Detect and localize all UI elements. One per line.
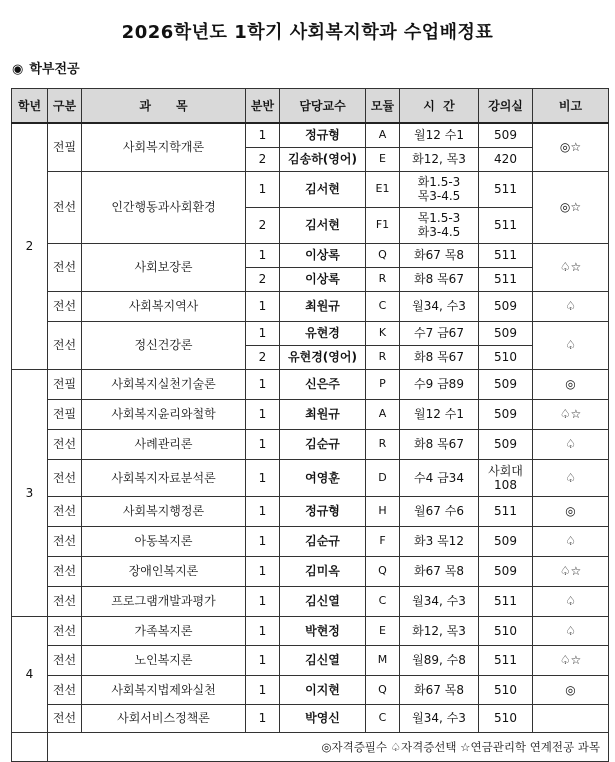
- note-cell: ♤: [533, 586, 609, 616]
- radio-mark-icon: ◉: [12, 62, 24, 77]
- note-cell: ♤: [533, 526, 609, 556]
- header-room: 강의실: [479, 89, 533, 124]
- course-name-cell: 아동복지론: [82, 526, 246, 556]
- time-cell: 수9 금89: [400, 369, 479, 399]
- professor-cell: 김신열: [280, 645, 366, 675]
- module-cell: M: [366, 645, 400, 675]
- room-cell: 511: [479, 645, 533, 675]
- course-type-cell: 전선: [48, 645, 82, 675]
- table-row: [12, 586, 609, 616]
- module-cell: D: [366, 459, 400, 496]
- room-cell: 509: [479, 556, 533, 586]
- module-cell: A: [366, 123, 400, 147]
- room-cell: 509: [479, 526, 533, 556]
- table-row: [12, 399, 609, 429]
- time-cell: 월12 수1: [400, 123, 479, 147]
- module-cell: R: [366, 429, 400, 459]
- header-time: 시 간: [400, 89, 479, 124]
- course-name-cell: 사회복지행정론: [82, 496, 246, 526]
- room-cell: 511: [479, 207, 533, 243]
- module-cell: C: [366, 704, 400, 732]
- module-cell: C: [366, 586, 400, 616]
- section-cell: 1: [246, 496, 280, 526]
- module-cell: P: [366, 369, 400, 399]
- table-row: [12, 429, 609, 459]
- course-name-cell: 사회서비스정책론: [82, 704, 246, 732]
- note-cell: ♤: [533, 429, 609, 459]
- section-cell: 2: [246, 345, 280, 369]
- room-cell: 511: [479, 586, 533, 616]
- table-row: [12, 496, 609, 526]
- note-cell: ♤: [533, 291, 609, 321]
- professor-cell: 김송하(영어): [280, 147, 366, 171]
- header-year: 학년: [12, 89, 48, 124]
- course-type-cell: 전선: [48, 321, 82, 369]
- table-row: [12, 645, 609, 675]
- note-cell: ♤☆: [533, 243, 609, 291]
- note-cell: ♤: [533, 616, 609, 645]
- course-type-cell: 전선: [48, 459, 82, 496]
- note-cell: ♤: [533, 459, 609, 496]
- module-cell: E: [366, 616, 400, 645]
- module-cell: Q: [366, 675, 400, 704]
- room-cell: 510: [479, 704, 533, 732]
- table-row: [12, 291, 609, 321]
- table-row: [12, 243, 609, 267]
- time-cell: 목1.5-3 화3-4.5: [400, 207, 479, 243]
- time-cell: 화12, 목3: [400, 147, 479, 171]
- year-cell: 4: [12, 616, 48, 732]
- section-cell: 1: [246, 645, 280, 675]
- course-type-cell: 전선: [48, 171, 82, 243]
- professor-cell: 유현경(영어): [280, 345, 366, 369]
- room-cell: 420: [479, 147, 533, 171]
- professor-cell: 김서현: [280, 207, 366, 243]
- course-type-cell: 전선: [48, 496, 82, 526]
- module-cell: E1: [366, 171, 400, 207]
- page-title: 2026학년도 1학기 사회복지학과 수업배정표: [121, 22, 494, 43]
- header-note: 비고: [533, 89, 609, 124]
- course-name-cell: 사회복지법제와실천: [82, 675, 246, 704]
- module-cell: F1: [366, 207, 400, 243]
- legend-text: ◎자격증필수 ♤자격증선택 ☆연금관리학 연계전공 과목: [48, 732, 609, 761]
- module-cell: C: [366, 291, 400, 321]
- section-cell: 1: [246, 675, 280, 704]
- section-cell: 1: [246, 459, 280, 496]
- section-label: 학부전공: [29, 62, 80, 77]
- time-cell: 수7 금67: [400, 321, 479, 345]
- course-name-cell: 사례관리론: [82, 429, 246, 459]
- table-row: [12, 123, 609, 147]
- section-cell: 1: [246, 704, 280, 732]
- room-cell: 510: [479, 345, 533, 369]
- course-name-cell: 가족복지론: [82, 616, 246, 645]
- time-cell: 화67 목8: [400, 675, 479, 704]
- course-type-cell: 전선: [48, 556, 82, 586]
- module-cell: E: [366, 147, 400, 171]
- note-cell: ◎☆: [533, 171, 609, 243]
- professor-cell: 박현정: [280, 616, 366, 645]
- course-type-cell: 전선: [48, 526, 82, 556]
- room-cell: 509: [479, 369, 533, 399]
- professor-cell: 박영신: [280, 704, 366, 732]
- table-row: [12, 556, 609, 586]
- room-cell: 509: [479, 123, 533, 147]
- room-cell: 509: [479, 399, 533, 429]
- schedule-table: [11, 88, 609, 762]
- module-cell: K: [366, 321, 400, 345]
- professor-cell: 최원규: [280, 399, 366, 429]
- time-cell: 월89, 수8: [400, 645, 479, 675]
- course-name-cell: 사회보장론: [82, 243, 246, 291]
- course-name-cell: 인간행동과사회환경: [82, 171, 246, 243]
- room-cell: 509: [479, 291, 533, 321]
- time-cell: 화8 목67: [400, 267, 479, 291]
- note-cell: ◎: [533, 369, 609, 399]
- section-cell: 1: [246, 243, 280, 267]
- section-cell: 2: [246, 207, 280, 243]
- course-type-cell: 전필: [48, 399, 82, 429]
- header-section: 분반: [246, 89, 280, 124]
- note-cell: ♤: [533, 321, 609, 369]
- table-row: [12, 675, 609, 704]
- course-type-cell: 전선: [48, 704, 82, 732]
- course-type-cell: 전선: [48, 616, 82, 645]
- time-cell: 화8 목67: [400, 345, 479, 369]
- section-cell: 1: [246, 429, 280, 459]
- room-cell: 509: [479, 321, 533, 345]
- table-row: [12, 171, 609, 207]
- room-cell: 511: [479, 496, 533, 526]
- section-cell: 1: [246, 556, 280, 586]
- room-cell: 511: [479, 171, 533, 207]
- room-cell: 510: [479, 616, 533, 645]
- module-cell: Q: [366, 556, 400, 586]
- module-cell: R: [366, 267, 400, 291]
- section-cell: 1: [246, 123, 280, 147]
- section-cell: 1: [246, 526, 280, 556]
- professor-cell: 정규형: [280, 496, 366, 526]
- professor-cell: 이지현: [280, 675, 366, 704]
- professor-cell: 이상록: [280, 243, 366, 267]
- course-name-cell: 사회복지자료분석론: [82, 459, 246, 496]
- section-cell: 1: [246, 616, 280, 645]
- module-cell: Q: [366, 243, 400, 267]
- professor-cell: 김서현: [280, 171, 366, 207]
- module-cell: A: [366, 399, 400, 429]
- table-row: [12, 526, 609, 556]
- professor-cell: 최원규: [280, 291, 366, 321]
- section-cell: 1: [246, 291, 280, 321]
- legend-blank-cell: [12, 732, 48, 761]
- course-type-cell: 전선: [48, 429, 82, 459]
- note-cell: ◎☆: [533, 123, 609, 171]
- section-cell: 1: [246, 171, 280, 207]
- course-name-cell: 사회복지윤리와철학: [82, 399, 246, 429]
- professor-cell: 정규형: [280, 123, 366, 147]
- time-cell: 화8 목67: [400, 429, 479, 459]
- table-row: [12, 369, 609, 399]
- section-cell: 1: [246, 399, 280, 429]
- time-cell: 월34, 수3: [400, 586, 479, 616]
- note-cell: ♤☆: [533, 556, 609, 586]
- professor-cell: 여영훈: [280, 459, 366, 496]
- year-cell: 3: [12, 369, 48, 616]
- course-name-cell: 장애인복지론: [82, 556, 246, 586]
- time-cell: 월34, 수3: [400, 704, 479, 732]
- time-cell: 수4 금34: [400, 459, 479, 496]
- note-cell: ◎: [533, 496, 609, 526]
- professor-cell: 김신열: [280, 586, 366, 616]
- time-cell: 화67 목8: [400, 243, 479, 267]
- section-cell: 2: [246, 267, 280, 291]
- professor-cell: 유현경: [280, 321, 366, 345]
- time-cell: 화12, 목3: [400, 616, 479, 645]
- table-row: [12, 704, 609, 732]
- time-cell: 월12 수1: [400, 399, 479, 429]
- table-row: [12, 616, 609, 645]
- room-cell: 510: [479, 675, 533, 704]
- course-type-cell: 전필: [48, 123, 82, 171]
- header-course: 과 목: [82, 89, 246, 124]
- course-name-cell: 사회복지실천기술론: [82, 369, 246, 399]
- year-cell: 2: [12, 123, 48, 369]
- table-row: [12, 321, 609, 345]
- note-cell: ◎: [533, 675, 609, 704]
- legend-row: [12, 732, 609, 761]
- course-type-cell: 전선: [48, 291, 82, 321]
- room-cell: 509: [479, 429, 533, 459]
- module-cell: F: [366, 526, 400, 556]
- time-cell: 월34, 수3: [400, 291, 479, 321]
- room-cell: 511: [479, 243, 533, 267]
- note-cell: ♤☆: [533, 645, 609, 675]
- time-cell: 화3 목12: [400, 526, 479, 556]
- professor-cell: 신은주: [280, 369, 366, 399]
- professor-cell: 김미옥: [280, 556, 366, 586]
- section-cell: 1: [246, 369, 280, 399]
- professor-cell: 이상록: [280, 267, 366, 291]
- course-name-cell: 사회복지역사: [82, 291, 246, 321]
- module-cell: R: [366, 345, 400, 369]
- module-cell: H: [366, 496, 400, 526]
- header-professor: 담당교수: [280, 89, 366, 124]
- course-type-cell: 전선: [48, 243, 82, 291]
- course-name-cell: 프로그램개발과평가: [82, 586, 246, 616]
- course-name-cell: 사회복지학개론: [82, 123, 246, 171]
- header-module: 모듈: [366, 89, 400, 124]
- section-cell: 1: [246, 586, 280, 616]
- section-cell: 2: [246, 147, 280, 171]
- course-type-cell: 전선: [48, 675, 82, 704]
- table-row: [12, 459, 609, 496]
- section-heading: [12, 58, 80, 77]
- note-cell: ♤☆: [533, 399, 609, 429]
- section-cell: 1: [246, 321, 280, 345]
- course-name-cell: 노인복지론: [82, 645, 246, 675]
- professor-cell: 김순규: [280, 526, 366, 556]
- course-name-cell: 정신건강론: [82, 321, 246, 369]
- room-cell: 사회대 108: [479, 459, 533, 496]
- course-type-cell: 전선: [48, 586, 82, 616]
- header-type: 구분: [48, 89, 82, 124]
- note-cell: [533, 704, 609, 732]
- course-type-cell: 전필: [48, 369, 82, 399]
- header-row: [12, 89, 609, 124]
- time-cell: 월67 수6: [400, 496, 479, 526]
- professor-cell: 김순규: [280, 429, 366, 459]
- time-cell: 화67 목8: [400, 556, 479, 586]
- time-cell: 화1.5-3 목3-4.5: [400, 171, 479, 207]
- room-cell: 511: [479, 267, 533, 291]
